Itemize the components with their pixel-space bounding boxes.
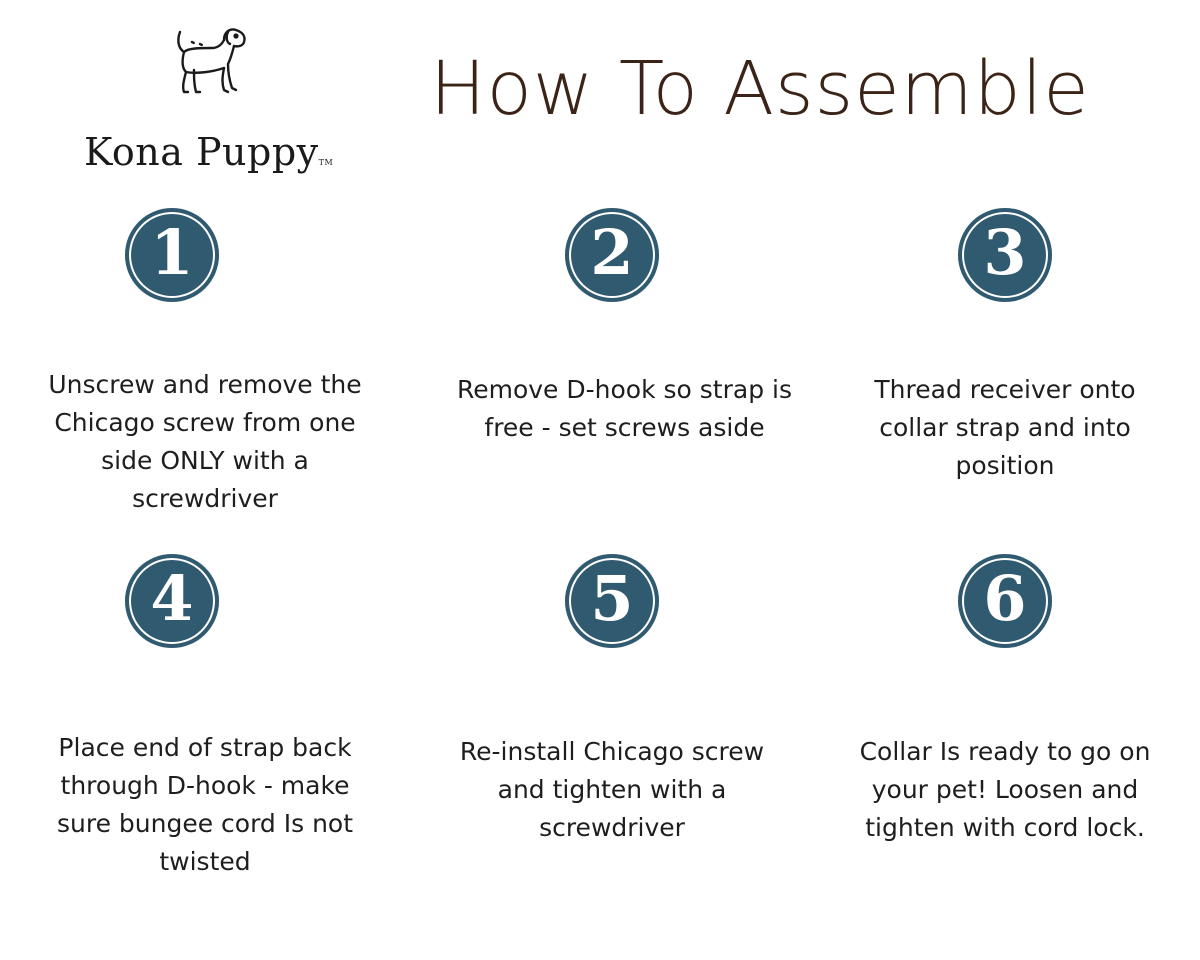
trademark: TM [318, 158, 334, 167]
step-5-badge [565, 554, 659, 648]
step-6-badge [958, 554, 1052, 648]
step-6-text: Collar Is ready to go on your pet! Loosen and tighten with cord lock. [859, 737, 1151, 842]
step-4-number: 4 [150, 562, 194, 635]
step-4-badge [125, 554, 219, 648]
step-2-text: Remove D-hook so strap is free - set screws aside [456, 375, 792, 442]
step-4-text: Place end of strap back through D-hook - make sure bungee cord Is not twisted [56, 733, 354, 876]
step-5-text: Re-install Chicago screw and tighten with a screwdriver [459, 737, 765, 842]
step-2-number: 2 [590, 216, 634, 289]
brand-name: Kona PuppyTM [84, 130, 334, 174]
step-3-badge [958, 208, 1052, 302]
dog-icon [172, 22, 250, 98]
step-5-number: 5 [590, 562, 634, 635]
step-1-number: 1 [150, 216, 194, 289]
page-title: How To Assemble [430, 46, 1090, 132]
step-1-badge [125, 208, 219, 302]
step-3-number: 3 [983, 216, 1027, 289]
step-2-badge [565, 208, 659, 302]
step-3-text: Thread receiver onto collar strap and into position [874, 375, 1136, 480]
step-1-text: Unscrew and remove the Chicago screw from one side ONLY with a screwdriver [48, 370, 362, 513]
brand-logo [80, 18, 340, 178]
step-6-number: 6 [983, 562, 1027, 635]
